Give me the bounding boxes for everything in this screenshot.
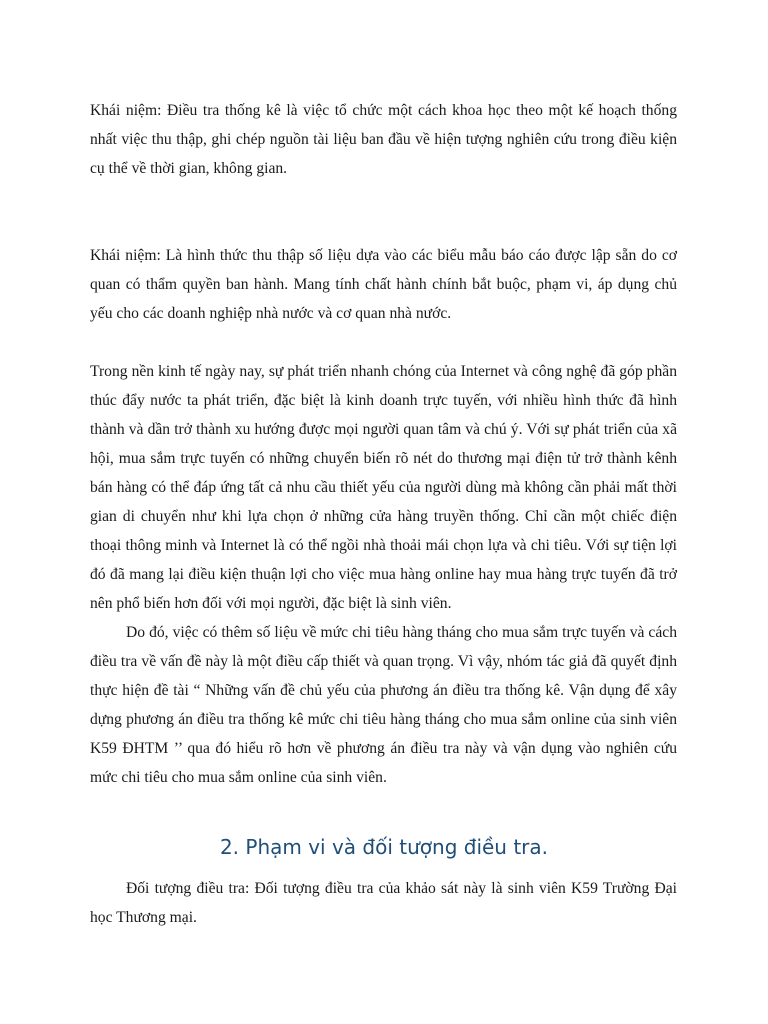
paragraph-rationale: Do đó, việc có thêm số liệu về mức chi tiêu hàng tháng cho mua sắm trực tuyến và cách điều tra về vấn đề này là một điều cấp thiết và quan trọng. Vì vậy, nhóm tác giả đã quyết định thực hiện đề tài “ Những vấn đề chủ yếu của phương án điều tra thống kê. Vận dụng để xây dựng phương án điều tra thống kê mức chi tiêu hàng tháng cho mua sắm online của sinh viên K59 ĐHTM ’’ qua đó hiểu rõ hơn về phương án điều tra này và vận dụng vào nghiên cứu mức chi tiêu cho mua sắm online của sinh viên. <box>90 624 677 786</box>
paragraph-report-concept: Khái niệm: Là hình thức thu thập số liệu dựa vào các biểu mẫu báo cáo được lập sẵn do cơ quan có thẩm quyền ban hành. Mang tính chất hành chính bắt buộc, phạm vi, áp dụng chủ yếu cho các doanh nghiệp nhà nước và cơ quan nhà nước. <box>90 247 677 322</box>
paragraph-survey-concept: Khái niệm: Điều tra thống kê là việc tổ chức một cách khoa học theo một kế hoạch thống nhất việc thu thập, ghi chép nguồn tài liệu ban đầu về hiện tượng nghiên cứu trong điều kiện cụ thể về thời gian, không gian. <box>90 102 677 177</box>
paragraph-introduction: Trong nền kinh tế ngày nay, sự phát triển nhanh chóng của Internet và công nghệ đã góp phần thúc đẩy nước ta phát triển, đặc biệt là kinh doanh trực tuyến, với nhiều hình thức đã hình thành và dần trở thành xu hướng được mọi người quan tâm và chú ý. Với sự phát triển của xã hội, mua sắm trực tuyến có những chuyển biến rõ nét do thương mại điện tử trở thành kênh bán hàng có thể đáp ứng tất cả nhu cầu thiết yếu của người dùng mà không cần phải mất thời gian di chuyển như khi lựa chọn ở những cửa hàng truyền thống. Chỉ cần một chiếc điện thoại thông minh và Internet là có thể ngồi nhà thoải mái chọn lựa và chi tiêu. Với sự tiện lợi đó đã mang lại điều kiện thuận lợi cho việc mua hàng online hay mua hàng trực tuyến đã trở nên phổ biến hơn đối với mọi người, đặc biệt là sinh viên. <box>90 363 677 612</box>
section-heading: 2. Phạm vi và đối tượng điều tra. <box>219 835 549 859</box>
paragraph-survey-subject: Đối tượng điều tra: Đối tượng điều tra của khảo sát này là sinh viên K59 Trường Đại học Thương mại. <box>90 880 677 926</box>
